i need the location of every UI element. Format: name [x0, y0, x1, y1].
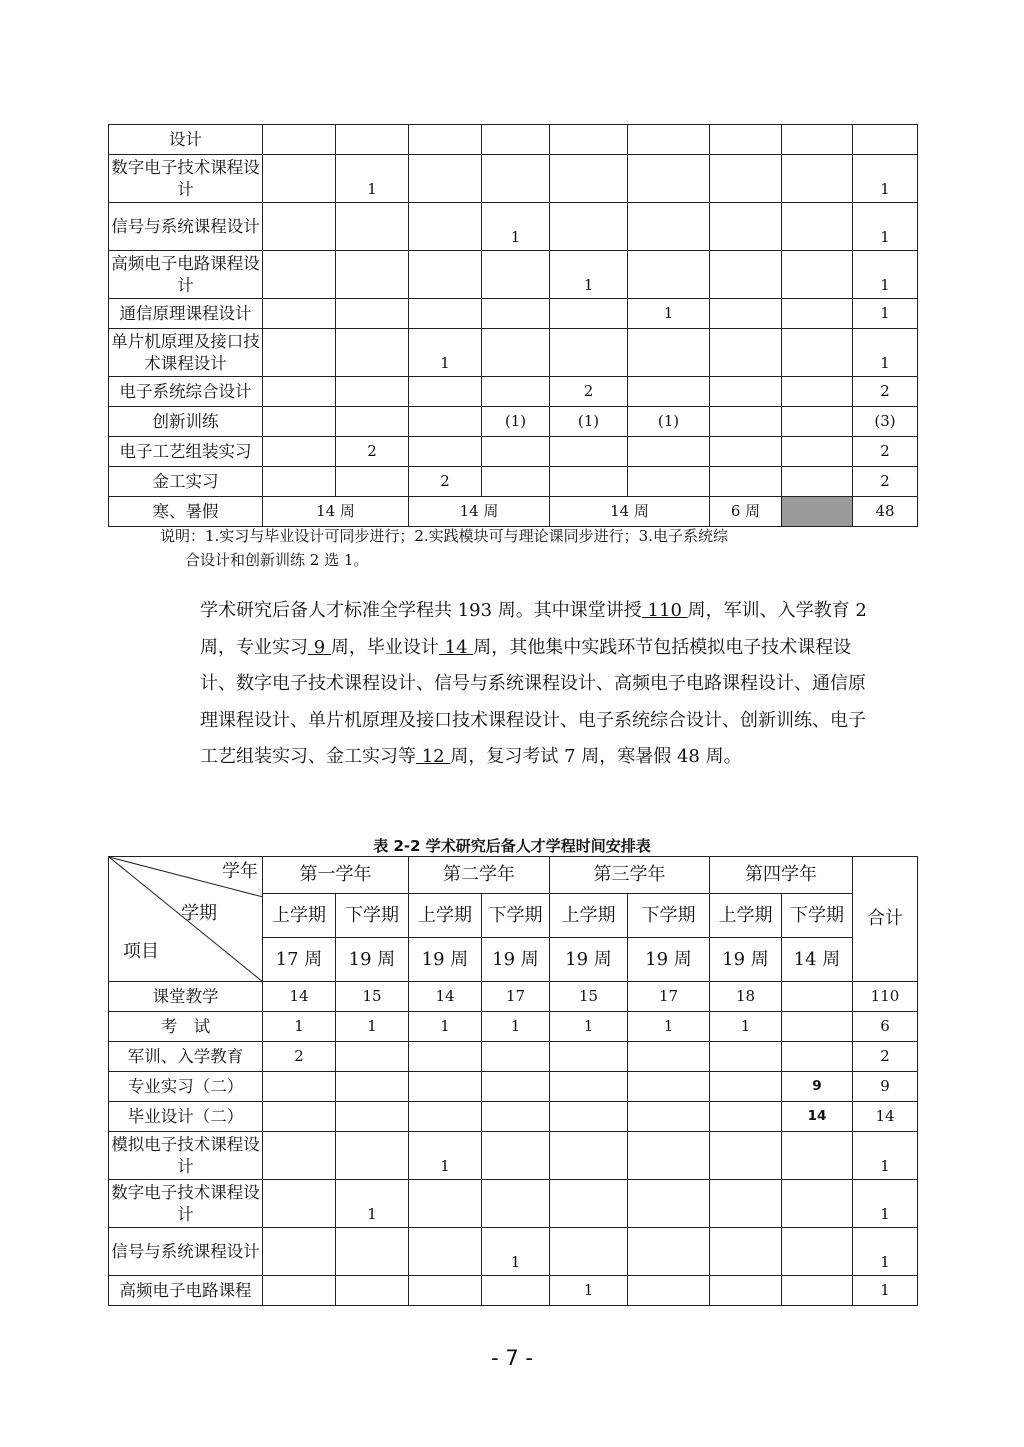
cell: 1: [628, 1012, 710, 1042]
cell: 1: [628, 299, 710, 329]
cell: 1: [336, 1180, 409, 1228]
row-total: 1: [853, 1276, 918, 1306]
cell: [628, 251, 710, 299]
cell: [710, 1072, 782, 1102]
cell: [710, 1132, 782, 1180]
year-header: 第三学年: [550, 857, 710, 894]
cell: [710, 377, 782, 407]
body-paragraph: [155, 593, 875, 776]
cell: [782, 1180, 853, 1228]
cell: 1: [409, 329, 482, 377]
cell: (1): [628, 407, 710, 437]
cell: [710, 1276, 782, 1306]
cell: (1): [550, 407, 628, 437]
cell: [550, 155, 628, 203]
cell: [628, 377, 710, 407]
cell: [782, 1042, 853, 1072]
cell: [263, 467, 336, 497]
year-header: 第一学年: [263, 857, 409, 894]
cell: [782, 1276, 853, 1306]
cell: [782, 1012, 853, 1042]
cell: [336, 1276, 409, 1306]
cell: [550, 437, 628, 467]
cell: 15: [550, 982, 628, 1012]
cell: [409, 1180, 482, 1228]
vacation-year4: 6 周: [710, 497, 782, 527]
weeks-header: 19 周: [710, 938, 782, 982]
shaded-cell: [782, 497, 853, 527]
cell: [550, 329, 628, 377]
total-header: 合计: [853, 857, 918, 982]
cell: 1: [409, 1012, 482, 1042]
cell: [550, 1072, 628, 1102]
cell: [628, 437, 710, 467]
cell: [409, 377, 482, 407]
row-total: 1: [853, 251, 918, 299]
row-total: 9: [853, 1072, 918, 1102]
cell: [409, 125, 482, 155]
row-total: 48: [853, 497, 918, 527]
page-number: - 7 -: [491, 1346, 533, 1370]
row-total: 1: [853, 1132, 918, 1180]
cell: 1: [550, 1276, 628, 1306]
vacation-row: [109, 497, 918, 527]
cell: [482, 1132, 550, 1180]
row-name: 寒、暑假: [109, 497, 263, 527]
cell: [482, 251, 550, 299]
cell: 2: [263, 1042, 336, 1072]
cell: [263, 1180, 336, 1228]
term-header: 上学期: [550, 894, 628, 938]
cell: [710, 1102, 782, 1132]
cell: [263, 1102, 336, 1132]
cell: 1: [263, 1012, 336, 1042]
cell: [482, 1072, 550, 1102]
weeks-header: 19 周: [628, 938, 710, 982]
cell: [782, 329, 853, 377]
vacation-year3: 14 周: [550, 497, 710, 527]
cell: [710, 155, 782, 203]
cell: [628, 329, 710, 377]
row-name: 单片机原理及接口技术课程设计: [109, 329, 263, 377]
cell: [482, 1180, 550, 1228]
table-row: [109, 467, 918, 497]
cell: [782, 155, 853, 203]
cell: [628, 467, 710, 497]
cell: 1: [550, 251, 628, 299]
top-table-body: [109, 125, 918, 527]
cell: [482, 467, 550, 497]
schedule-table: [108, 856, 918, 1306]
cell: [409, 437, 482, 467]
cell: [782, 407, 853, 437]
weeks-header: 19 周: [409, 938, 482, 982]
row-name: 金工实习: [109, 467, 263, 497]
table-row: [109, 1180, 918, 1228]
cell: [482, 125, 550, 155]
table-row: [109, 329, 918, 377]
top-schedule-table: [108, 124, 918, 527]
cell: [710, 437, 782, 467]
cell: 17: [482, 982, 550, 1012]
cell: [482, 1042, 550, 1072]
table-row: [109, 407, 918, 437]
cell: [710, 251, 782, 299]
cell: [628, 1072, 710, 1102]
term-header: 上学期: [263, 894, 336, 938]
year-header: 第四学年: [710, 857, 853, 894]
row-total: (3): [853, 407, 918, 437]
para-underlined-value: 9: [308, 636, 331, 658]
term-header: 上学期: [710, 894, 782, 938]
cell: [409, 1072, 482, 1102]
cell: [336, 1072, 409, 1102]
row-name: 高频电子电路课程设计: [109, 251, 263, 299]
cell: 2: [336, 437, 409, 467]
row-name: 专业实习（二）: [109, 1072, 263, 1102]
cell: 1: [550, 1012, 628, 1042]
term-header: 下学期: [782, 894, 853, 938]
year-header: 第二学年: [409, 857, 550, 894]
cell: [336, 377, 409, 407]
weeks-header: 17 周: [263, 938, 336, 982]
corner-header: [109, 857, 263, 982]
weeks-header: 14 周: [782, 938, 853, 982]
row-total: 2: [853, 437, 918, 467]
cell: [782, 125, 853, 155]
cell: [409, 1042, 482, 1072]
cell: [336, 467, 409, 497]
cell: [409, 251, 482, 299]
note-line-1: 说明：1.实习与毕业设计可同步进行；2.实践模块可与理论课同步进行；3.电子系统综: [160, 527, 728, 545]
cell: 1: [482, 1012, 550, 1042]
cell: [263, 203, 336, 251]
cell: [263, 437, 336, 467]
row-total: 14: [853, 1102, 918, 1132]
cell: 1: [336, 155, 409, 203]
para-underlined-value: 12: [416, 746, 451, 767]
cell: 14: [782, 1102, 853, 1132]
para-text: 周，其他集中实践环节包括模拟电子技术课程设计、数字电子技术课程设计、信号与系统课程设计、高频电子电路课程设计、通信原理课程设计、单片机原理及接口技术课程设计、电子系统综合设计、创新训练、电子工艺组装实习、金工实习等: [200, 636, 866, 767]
row-name: 信号与系统课程设计: [109, 1228, 263, 1276]
row-total: 2: [853, 1042, 918, 1072]
cell: [710, 329, 782, 377]
cell: [263, 1072, 336, 1102]
cell: [336, 1228, 409, 1276]
cell: [263, 329, 336, 377]
row-total: 110: [853, 982, 918, 1012]
cell: 1: [482, 203, 550, 251]
cell: [550, 125, 628, 155]
cell: [482, 329, 550, 377]
cell: [336, 1132, 409, 1180]
row-name: 通信原理课程设计: [109, 299, 263, 329]
cell: [550, 203, 628, 251]
cell: [336, 329, 409, 377]
weeks-header: 19 周: [336, 938, 409, 982]
row-name: 信号与系统课程设计: [109, 203, 263, 251]
row-name: 电子工艺组装实习: [109, 437, 263, 467]
cell: [409, 1102, 482, 1132]
para-underlined-value: 14: [438, 636, 474, 658]
cell: [782, 203, 853, 251]
cell: [263, 251, 336, 299]
cell: 14: [409, 982, 482, 1012]
cell: [550, 1228, 628, 1276]
row-name: 数字电子技术课程设计: [109, 155, 263, 203]
row-total: 1: [853, 329, 918, 377]
corner-term-label: 学期: [181, 903, 217, 924]
cell: [710, 407, 782, 437]
para-underlined-value: 110: [641, 600, 688, 621]
row-total: 1: [853, 203, 918, 251]
table-row: [109, 437, 918, 467]
table-row: [109, 203, 918, 251]
cell: [550, 1042, 628, 1072]
cell: [482, 299, 550, 329]
cell: [710, 125, 782, 155]
cell: [628, 1132, 710, 1180]
cell: [263, 125, 336, 155]
table-row: [109, 251, 918, 299]
cell: [628, 1276, 710, 1306]
cell: [628, 1102, 710, 1132]
term-header: 下学期: [336, 894, 409, 938]
row-name: 电子系统综合设计: [109, 377, 263, 407]
table-row: [109, 1228, 918, 1276]
cell: [482, 1276, 550, 1306]
cell: 14: [263, 982, 336, 1012]
row-name: 课堂教学: [109, 982, 263, 1012]
cell: [336, 1042, 409, 1072]
cell: (1): [482, 407, 550, 437]
corner-item-label: 项目: [123, 941, 159, 962]
cell: 15: [336, 982, 409, 1012]
cell: 17: [628, 982, 710, 1012]
cell: [782, 1228, 853, 1276]
para-text: 学术研究后备人才标准全学程共 193 周。其中课堂讲授: [200, 600, 642, 621]
term-header: 下学期: [628, 894, 710, 938]
cell: 1: [336, 1012, 409, 1042]
cell: [710, 1180, 782, 1228]
cell: [336, 1102, 409, 1132]
cell: [628, 125, 710, 155]
cell: 18: [710, 982, 782, 1012]
row-name: 设计: [109, 125, 263, 155]
cell: [409, 299, 482, 329]
cell: [409, 407, 482, 437]
cell: [263, 1276, 336, 1306]
cell: [263, 1132, 336, 1180]
cell: [710, 1042, 782, 1072]
corner-year-label: 学年: [222, 861, 258, 882]
cell: [782, 467, 853, 497]
cell: [628, 1180, 710, 1228]
table-row: [109, 982, 918, 1012]
vacation-year1: 14 周: [263, 497, 409, 527]
table-row: [109, 377, 918, 407]
table-caption: 表 2-2 学术研究后备人才学程时间安排表: [373, 837, 651, 855]
para-text: 周，毕业设计: [330, 636, 439, 658]
cell: 1: [710, 1012, 782, 1042]
cell: [263, 407, 336, 437]
cell: 9: [782, 1072, 853, 1102]
cell: [409, 1276, 482, 1306]
row-name: 高频电子电路课程: [109, 1276, 263, 1306]
cell: [628, 1042, 710, 1072]
cell: [263, 299, 336, 329]
cell: [482, 377, 550, 407]
table-row: [109, 1012, 918, 1042]
para-text: 周，复习考试 7 周，寒暑假 48 周。: [450, 746, 742, 767]
weeks-header: 19 周: [482, 938, 550, 982]
table-row: [109, 1276, 918, 1306]
vacation-year2: 14 周: [409, 497, 550, 527]
row-total: 1: [853, 299, 918, 329]
term-header: 下学期: [482, 894, 550, 938]
cell: [782, 377, 853, 407]
row-name: 考 试: [109, 1012, 263, 1042]
cell: [482, 437, 550, 467]
cell: [336, 203, 409, 251]
cell: [409, 155, 482, 203]
cell: [628, 155, 710, 203]
cell: [550, 1102, 628, 1132]
cell: [336, 407, 409, 437]
row-total: 6: [853, 1012, 918, 1042]
cell: [782, 251, 853, 299]
table-row: [109, 1102, 918, 1132]
cell: [710, 467, 782, 497]
table-row: [109, 1072, 918, 1102]
table-row: [109, 1042, 918, 1072]
cell: [482, 1102, 550, 1132]
cell: [263, 1228, 336, 1276]
cell: 1: [482, 1228, 550, 1276]
header-row-years: [109, 857, 918, 894]
cell: [409, 203, 482, 251]
table-note: [160, 524, 880, 572]
cell: 1: [409, 1132, 482, 1180]
cell: [482, 155, 550, 203]
cell: [710, 299, 782, 329]
row-name: 数字电子技术课程设计: [109, 1180, 263, 1228]
cell: [409, 1228, 482, 1276]
cell: [263, 377, 336, 407]
row-total: 1: [853, 1228, 918, 1276]
row-name: 毕业设计（二）: [109, 1102, 263, 1132]
row-total: 2: [853, 377, 918, 407]
table-row: [109, 125, 918, 155]
weeks-header: 19 周: [550, 938, 628, 982]
row-total: 2: [853, 467, 918, 497]
cell: [336, 299, 409, 329]
table-row: [109, 1132, 918, 1180]
cell: 2: [409, 467, 482, 497]
table-row: [109, 155, 918, 203]
row-name: 创新训练: [109, 407, 263, 437]
cell: [628, 1228, 710, 1276]
cell: [336, 125, 409, 155]
row-total: [853, 125, 918, 155]
cell: [550, 299, 628, 329]
cell: [263, 155, 336, 203]
table-row: [109, 299, 918, 329]
cell: [710, 203, 782, 251]
cell: [628, 203, 710, 251]
cell: [782, 1132, 853, 1180]
row-total: 1: [853, 1180, 918, 1228]
cell: [550, 1180, 628, 1228]
cell: 2: [550, 377, 628, 407]
row-name: 军训、入学教育: [109, 1042, 263, 1072]
schedule-table-body: [109, 857, 918, 1306]
cell: [782, 299, 853, 329]
cell: [710, 1228, 782, 1276]
note-line-2: 合设计和创新训练 2 选 1。: [185, 551, 369, 569]
cell: [336, 251, 409, 299]
term-header: 上学期: [409, 894, 482, 938]
cell: [550, 467, 628, 497]
row-name: 模拟电子技术课程设计: [109, 1132, 263, 1180]
para-text: 周，军训、入学教育 2 周，专业实习: [200, 600, 867, 658]
cell: [550, 1132, 628, 1180]
cell: [782, 437, 853, 467]
row-total: 1: [853, 155, 918, 203]
cell: [782, 982, 853, 1012]
